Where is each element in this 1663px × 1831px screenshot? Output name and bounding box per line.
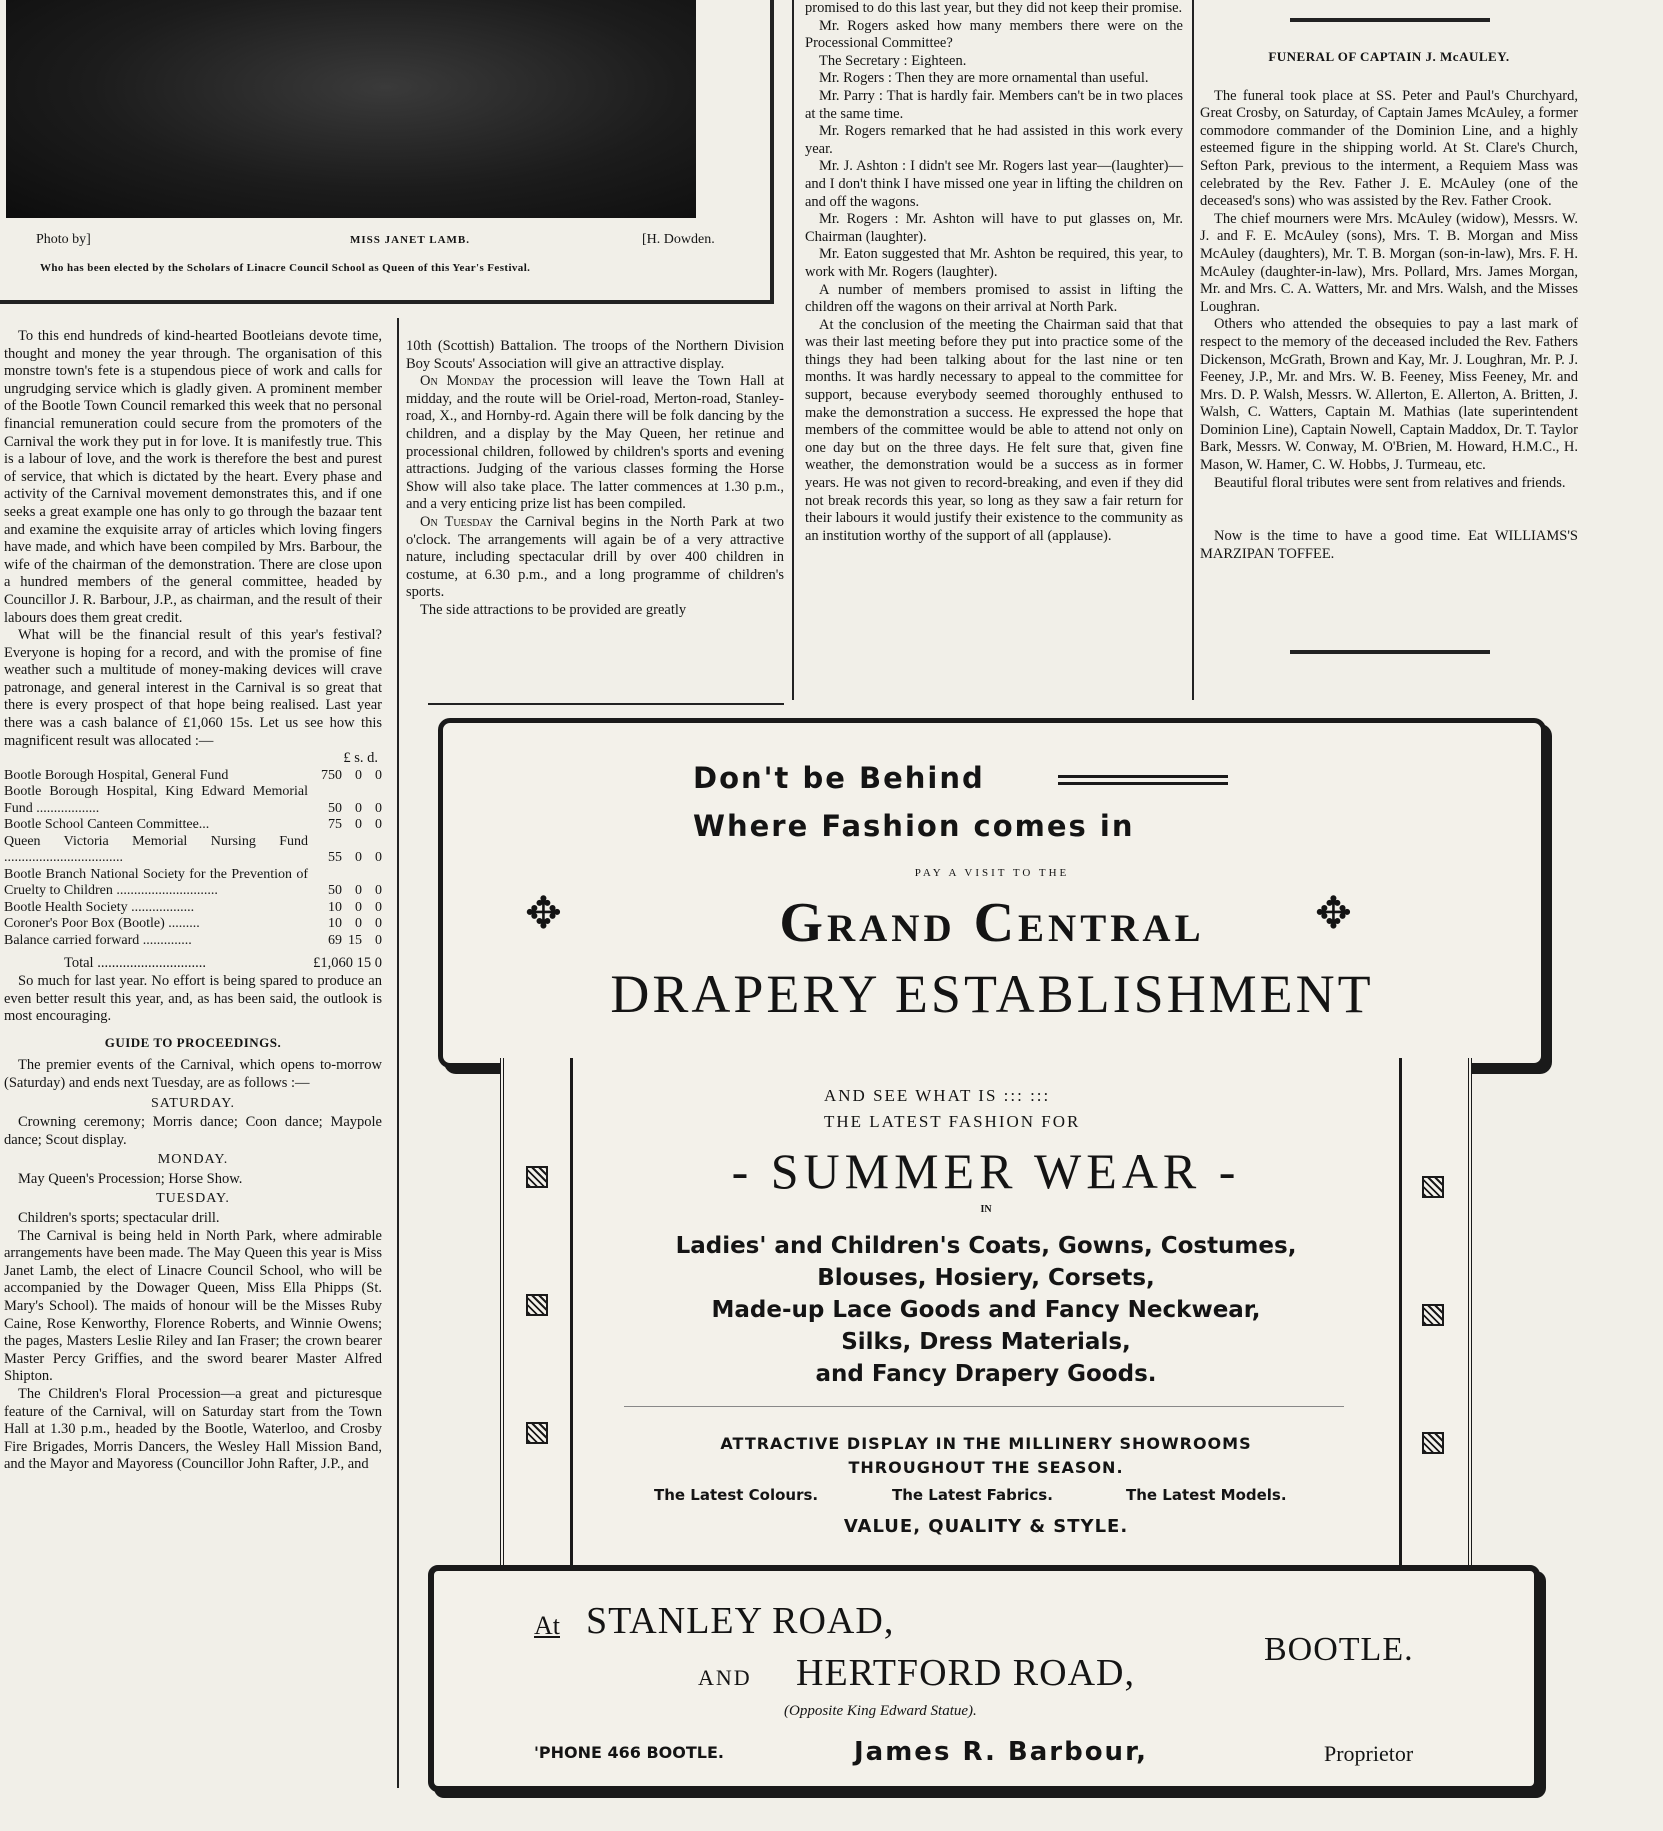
account-row [4,834,382,867]
advert-proprietor-label: Proprietor [1324,1741,1414,1766]
carnival-paragraph-2: What will be the financial result of this year's festival? Everyone is hoping for a record, and with the promise of fine weather such a multitude of money-making devices will crave patronage, and general interest in the Carnival is so great that there is every prospect of that hope being realised. Last year there was a cash balance of £1,060 15s. Let us see how this magnificent result was allocated :— [4,627,382,749]
advert-latest-fabrics: The Latest Fabrics. [892,1486,1053,1504]
column-rule-1 [397,318,399,1788]
account-row-shillings: 15 [348,932,362,948]
account-row-pence: 0 [375,817,382,833]
funeral-paragraph-4: Beautiful floral tributes were sent from relatives and friends. [1214,474,1566,491]
funeral-top-rule [1290,18,1490,22]
advert-summer-wear: - SUMMER WEAR - [731,1143,1241,1199]
queen-photograph [6,0,696,218]
photo-elected-caption: Who has been elected by the Scholars of Linacre Council School as Queen of this Year's Festival. [40,262,531,274]
account-row-pence: 0 [375,899,382,915]
account-row-pounds: 75 [328,817,342,833]
carnival-paragraph-3: So much for last year. No effort is being spared to produce an even better result this year, and, as has been said, the outlook is most encouraging. [4,972,382,1025]
account-row-shillings: 0 [355,800,362,816]
account-row-shillings: 0 [355,916,362,932]
funeral-bottom-rule [1290,650,1490,654]
account-row [4,933,382,950]
column-committee-meeting [805,0,1183,545]
advert-attractive-1: ATTRACTIVE DISPLAY IN THE MILLINERY SHOWROOMS [720,1434,1252,1453]
meeting-paragraph: At the conclusion of the meeting the Chairman said that that was their last meeting before they put into practice some of the things they had been talking about for the last nine or ten months. It was hardly necessary to appeal to the committee for support, because everybody seemed thoroughly enthused to make the demonstration a success. He expressed the hope that members of the committee would be able to attend not only on one day but on the three days. He felt sure that, given fine weather, the demonstration would be a success as in former years. He was not given to record-breaking, and even if they did not break records this year, so long as they saw a fair return for their labours it would justify their existence to the community as an institution worthy of the support of all (applause). [805,316,1183,544]
account-row-pounds: 750 [321,767,342,783]
meeting-paragraph: Mr. J. Ashton : I didn't see Mr. Rogers last year—(laughter)—and I don't think I have missed one year in lifting the children on and off the wagons. [805,158,1183,210]
fleuron-right-icon: ✥ [1315,888,1352,939]
funeral-heading: FUNERAL OF CAPTAIN J. McAULEY. [1268,49,1510,64]
guide-intro: The premier events of the Carnival, which opens to-morrow (Saturday) and ends next Tuesday, are as follows :— [4,1057,382,1091]
body-divider [624,1406,1344,1407]
behind-rule-1 [1058,775,1228,778]
programme-paragraph-4: The side attractions to be provided are greatly [420,601,687,618]
advert-line-fashion: Where Fashion comes in [693,809,1135,843]
guide-heading: GUIDE TO PROCEEDINGS. [104,1034,282,1050]
account-row-pence: 0 [375,883,382,899]
account-row [4,768,382,785]
advert-opposite: (Opposite King Edward Statue). [784,1703,977,1719]
account-row-pence: 0 [375,767,382,783]
advert-goods-list [504,1230,1468,1390]
carnival-paragraph-1: To this end hundreds of kind-hearted Bootleians devote time, thought and money the year through. The organisation of this monstre town's fete is a stupendous piece of work and calls for ungrudging service which is gladly given. A prominent member of the Bootle Town Council remarked this week that no personal financial remuneration could secure from the promoters of the Carnival the work they put in for love. It is manifestly true. This is a labour of love, and the work is therefore the best and purest of service, that which is dictated by the heart. Every phase and activity of the Carnival movement demonstrates this, and if one seeks a great example one has only to go through the bazaar tent and examine the exquisite array of articles which loving fingers have made, and which have been compiled by Mrs. Barbour, the wife of the chairman of the demonstration. There are close upon a hundred members of the general committee, headed by Councillor J. R. Barbour, J.P., as chairman, and the result of their labours does them great credit. [4,328,382,626]
funeral-paragraph-1: The funeral took place at SS. Peter and Paul's Churchyard, Great Crosby, on Saturday, of Captain James McAuley, a former commodore commander of the Dominion Line, and a highly esteemed figure in the shipping world. At St. Clare's Church, Sefton Park, previous to the interment, a Requiem Mass was celebrated by the Rev. Father J. E. McAuley (one of the deceased's sons) who was assisted by the Rev. Father Crook. [1200,87,1578,210]
account-total-row [4,955,382,973]
advert-phone: 'PHONE 466 BOOTLE. [534,1743,724,1762]
advert-at: At [534,1611,560,1640]
meeting-paragraph: The Secretary : Eighteen. [819,52,967,69]
toffee-advert-line: Now is the time to have a good time. Eat WILLIAMS'S MARZIPAN TOFFEE. [1200,528,1578,562]
carnival-paragraph-5: The Carnival is being held in North Park, where admirable arrangements have been made. The May Queen this year is Miss Janet Lamb, the elect of Linacre Council School, who will be accompanied by the Dowager Queen, Miss Ella Phipps (St. Mary's School). The maids of honour will be the Misses Ruby Caine, Rose Kenworthy, Florence Roberts, and Winnie Owens; the pages, Masters Leslie Riley and Ian Fraser; the crown bearer Master Percy Griffies, and the sword bearer Master Alfred Shipton. [4,1227,382,1385]
advert-drapery-establishment: DRAPERY ESTABLISHMENT [610,964,1374,1024]
account-row-pence: 0 [375,932,382,948]
advert-and-see: AND SEE WHAT IS ::: ::: [824,1086,1051,1105]
account-row-shillings: 0 [355,883,362,899]
account-row-pence: 0 [375,916,382,932]
account-table [4,768,382,950]
goods-line-2: Blouses, Hosiery, Corsets, [817,1265,1155,1291]
account-row-label: Queen Victoria Memorial Nursing Fund .................................. [4,833,308,866]
monday-events: May Queen's Procession; Horse Show. [18,1170,243,1187]
advert-latest-colours: The Latest Colours. [654,1486,819,1504]
funeral-paragraph-2: The chief mourners were Mrs. McAuley (widow), Messrs. W. J. and F. E. McAuley (sons), Mrs. T. B. Morgan and Miss McAuley (daughters), Mr. T. B. Morgan (son-in-law), Mrs. F. H. McAuley (daughter-in-law), Mrs. Pollard, Mrs. James Morgan, Mr. and Mrs. C. A. Watters, Mr. and Mrs. Walsh, and the Misses Loughran. [1200,210,1578,315]
meeting-paragraph: Mr. Rogers asked how many members there were on the Processional Committee? [805,17,1183,52]
account-row [4,784,382,817]
account-row-pounds: 55 [328,850,342,866]
account-row-label: Coroner's Poor Box (Bootle) ......... [4,916,200,932]
account-row-pounds: 10 [328,899,342,915]
column-carnival [4,328,382,1474]
account-row-pounds: 10 [328,916,342,932]
advert-value-quality: VALUE, QUALITY & STYLE. [843,1516,1129,1537]
meeting-paragraph: Mr. Rogers remarked that he had assisted in this work every year. [805,123,1183,157]
saturday-heading: SATURDAY. [150,1095,236,1111]
account-row-label: Bootle Borough Hospital, King Edward Memorial Fund .................. [4,784,308,816]
advert-latest-for: THE LATEST FASHION FOR [824,1112,1081,1131]
meeting-paragraph: Mr. Rogers : Then they are more ornamental than useful. [819,70,1149,87]
saturday-events: Crowning ceremony; Morris dance; Coon dance; Maypole dance; Scout display. [4,1114,382,1148]
account-row [4,900,382,917]
account-header: £ s. d. [343,750,378,767]
advert-attractive-2: THROUGHOUT THE SEASON. [848,1458,1124,1477]
meeting-paragraph: Mr. Parry : That is hardly fair. Members can't be in two places at the same time. [805,87,1183,122]
goods-line-4: Silks, Dress Materials, [841,1329,1131,1355]
column-funeral [1200,40,1578,563]
programme-paragraph-1: 10th (Scottish) Battalion. The troops of the Northern Division Boy Scouts' Association will give an attractive display. [406,338,784,372]
programme-paragraph-3: the Carnival begins in the North Park at two o'clock. The arrangements will again be of a very attractive nature, including spectacular drill by over 400 children in costume, at 6.30 p.m., and a long programme of children's sports. [406,513,784,601]
advert-proprietor-name: James R. Barbour, [854,1737,1148,1767]
account-total-value: £1,060 15 0 [313,955,382,972]
account-row-shillings: 0 [355,850,362,866]
advert-visit: PAY A VISIT TO THE [914,867,1070,879]
monday-lead: On Monday [420,373,495,390]
account-row [4,867,382,900]
column-programme [406,338,784,620]
tuesday-lead: On Tuesday [420,513,494,530]
advert-hertford-road: HERTFORD ROAD, [796,1652,1135,1694]
account-row-shillings: 0 [355,899,362,915]
meeting-opening: promised to do this last year, but they did not keep their promise. [805,0,1183,16]
tuesday-events: Children's sports; spectacular drill. [18,1210,220,1227]
account-row-label: Bootle Borough Hospital, General Fund [4,767,229,783]
advert-header-panel [438,718,1546,1068]
fleuron-left-icon: ✥ [525,888,562,939]
goods-line-5: and Fancy Drapery Goods. [815,1361,1157,1387]
account-row-shillings: 0 [355,767,362,783]
account-row-pence: 0 [375,800,382,816]
advert-body-panel [500,1058,1472,1573]
behind-rule-2 [1058,782,1228,785]
column-rule-2 [792,0,794,700]
account-row-label: Bootle Health Society .................. [4,899,195,915]
account-row-pounds: 50 [328,800,342,816]
account-row-label: Balance carried forward .............. [4,932,192,948]
account-row-label: Bootle Branch National Society for the Prevention of Cruelty to Children ............................. [4,866,308,899]
advert-line-behind: Don't be Behind [693,761,985,795]
account-row-pence: 0 [375,850,382,866]
monday-heading: MONDAY. [157,1152,229,1168]
goods-line-3: Made-up Lace Goods and Fancy Neckwear, [711,1297,1261,1323]
advert-latest-models: The Latest Models. [1126,1486,1287,1504]
programme-paragraph-2: the procession will leave the Town Hall at midday, and the route will be Oriel-road, Merton-road, Stanley-road, X., and Hornby-rd. Again there will be folk dancing by the children, and a display by the May Queen, her retinue and processional children, followed by children's sports and evening attractions. Judging of the various classes forming the Horse Show will also take place. The latter commences at 1.30 p.m., and a very enticing prize list has been compiled. [406,373,785,513]
account-row [4,916,382,933]
meeting-paragraph: A number of members promised to assist in lifting the children off the wagons on their arrival at North Park. [805,281,1183,316]
funeral-paragraph-3: Others who attended the obsequies to pay a last mark of respect to the memory of the deceased included the Rev. Fathers Dickenson, McGrath, Brown and Kay, Mr. J. Loughran, Mr. P. J. Feeney, J.P., Mr. and Mrs. W. B. Feeney, Miss Feeney, Mr. and Mrs. D. P. Walsh, Messrs. W. Allerton, E. Allerton, A. Britten, J. Walsh, C. Watters, Captain M. Mathias (late superintendent Dominion Line), Captain Nowell, Captain Maddox, Dr. T. Taylor Bark, Messrs. W. Conway, M. O'Brien, M. Howard, H.M.C., H. Mason, W. Hamer, C. W. Hobbs, J. Turmeau, etc. [1200,316,1578,474]
advert-address-panel [428,1565,1540,1792]
meeting-dialogue [805,18,1183,546]
account-row-label: Bootle School Canteen Committee... [4,817,210,833]
advert-bootle: BOOTLE. [1264,1631,1414,1668]
meeting-paragraph: Mr. Rogers : Mr. Ashton will have to put glasses on, Mr. Chairman (laughter). [805,211,1183,245]
advert-top-rule [428,703,784,705]
column-rule-3 [1192,0,1194,700]
photo-credit-left: Photo by] [36,232,91,247]
account-row [4,817,382,834]
photo-credit-right: [H. Dowden. [642,232,715,247]
advert-in: IN [980,1204,992,1215]
photo-subject-name: MISS JANET LAMB. [350,234,471,246]
tuesday-heading: TUESDAY. [156,1191,230,1207]
goods-line-1: Ladies' and Children's Coats, Gowns, Costumes, [675,1233,1297,1259]
carnival-paragraph-6: The Children's Floral Procession—a great and picturesque feature of the Carnival, will on Saturday start from the Town Hall at 1.30 p.m., headed by the Bootle, Waterloo, and Crosby Fire Brigades, Morris Dancers, the Wesley Hall Mission Band, and the Mayor and Mayoress (Councillor John Rafter, J.P., and [4,1386,382,1473]
advert-and: AND [698,1665,752,1690]
meeting-paragraph: Mr. Eaton suggested that Mr. Ashton be required, this year, to work with Mr. Rogers (laughter). [805,246,1183,280]
advert-grand-central: Grand Central [779,892,1205,954]
account-row-pounds: 69 [328,932,342,948]
advert-stanley-road: STANLEY ROAD, [586,1600,895,1642]
account-total-label: Total .............................. [64,955,206,972]
account-row-pounds: 50 [328,883,342,899]
account-row-shillings: 0 [355,817,362,833]
